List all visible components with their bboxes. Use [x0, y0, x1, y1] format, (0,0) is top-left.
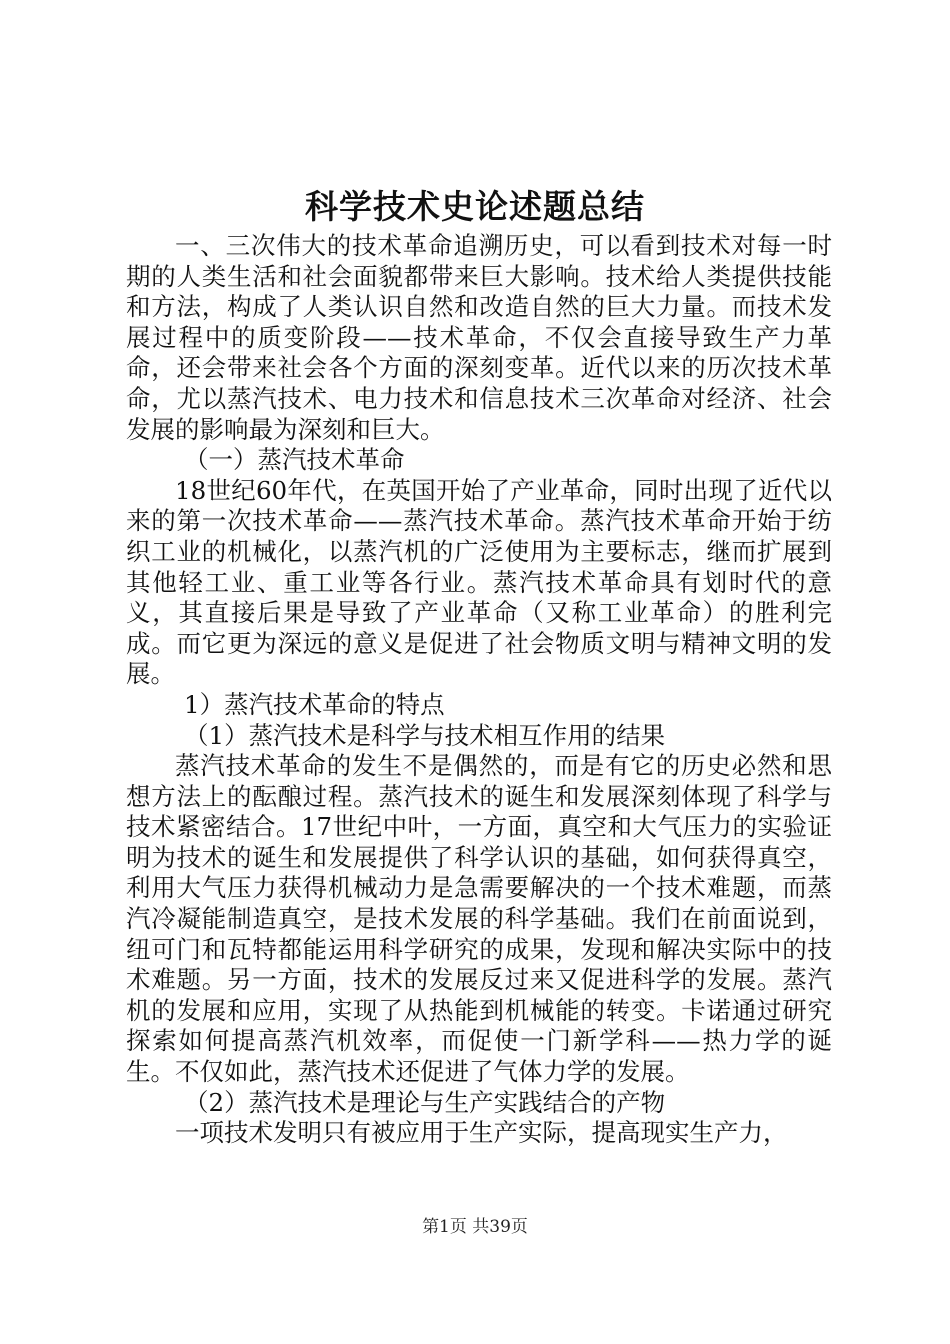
paragraph-steam-revolution: 18世纪60年代，在英国开始了产业革命，同时出现了近代以来的第一次技术革命——蒸汽技术革命。蒸汽技术革命开始于纺织工业的机械化，以蒸汽机的广泛使用为主要标志，继而扩展到其他轻工业、重工业等各行业。蒸汽技术革命具有划时代的意义，其直接后果是导致了产业革命（又称工业革命）的胜利完成。而它更为深远的意义是促进了社会物质文明与精神文明的发展。: [126, 475, 832, 689]
subheading-features: 1）蒸汽技术革命的特点: [184, 689, 445, 719]
subheading-point-2: （2）蒸汽技术是理论与生产实践结合的产物: [184, 1087, 666, 1117]
paragraph-point-2: 一项技术发明只有被应用于生产实际，提高现实生产力，: [175, 1118, 788, 1148]
subheading-point-1: （1）蒸汽技术是科学与技术相互作用的结果: [184, 720, 666, 750]
paragraph-intro: 一、三次伟大的技术革命追溯历史，可以看到技术对每一时期的人类生活和社会面貌都带来巨大影响。技术给人类提供技能和方法，构成了人类认识自然和改造自然的巨大力量。而技术发展过程中的质变阶段——技术革命，不仅会直接导致生产力革命，还会带来社会各个方面的深刻变革。近代以来的历次技术革命，尤以蒸汽技术、电力技术和信息技术三次革命对经济、社会发展的影响最为深刻和巨大。: [126, 231, 832, 444]
document-title: 科学技术史论述题总结: [305, 187, 645, 226]
section-heading-steam-revolution: （一）蒸汽技术革命: [184, 445, 405, 475]
paragraph-point-1: 蒸汽技术革命的发生不是偶然的，而是有它的历史必然和思想方法上的酝酿过程。蒸汽技术的诞生和发展深刻体现了科学与技术紧密结合。17世纪中叶，一方面，真空和大气压力的实验证明为技术的诞生和发展提供了科学认识的基础，如何获得真空，利用大气压力获得机械动力是急需要解决的一个技术难题，而蒸汽冷凝能制造真空，是技术发展的科学基础。我们在前面说到，纽可门和瓦特都能运用科学研究的成果，发现和解决实际中的技术难题。另一方面，技术的发展反过来又促进科学的发展。蒸汽机的发展和应用，实现了从热能到机械能的转变。卡诺通过研究探索如何提高蒸汽机效率，而促使一门新学科——热力学的诞生。不仅如此，蒸汽技术还促进了气体力学的发展。: [126, 751, 832, 1087]
page-footer: 第1页 共39页: [422, 1217, 528, 1237]
document-body: [126, 231, 832, 1149]
